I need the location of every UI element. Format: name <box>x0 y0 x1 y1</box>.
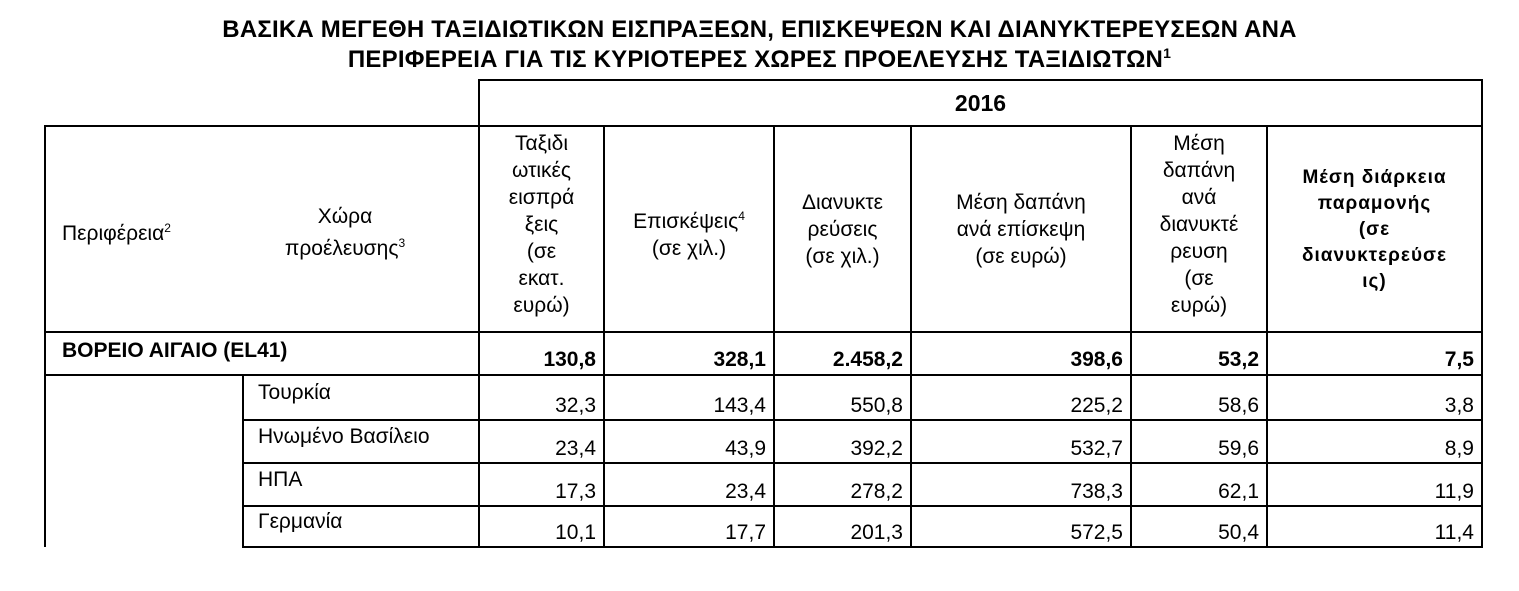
header-spend-per-visit <box>912 189 1130 270</box>
header-spend-visit-line: Μέση δαπάνη <box>956 191 1086 214</box>
header-spend-night-line: δαπάνη <box>1162 159 1236 182</box>
header-spend-night-line: ρευση <box>1170 240 1228 263</box>
header-spend-night-line: ανά <box>1181 186 1217 209</box>
header-spend-per-night <box>1132 130 1266 319</box>
header-spend-visit-line: ανά επίσκεψη <box>956 218 1086 241</box>
header-region-text: Περιφέρεια <box>62 222 165 245</box>
year-header: 2016 <box>954 90 1007 116</box>
row-value: 17,3 <box>555 480 596 503</box>
header-country-footnote: 3 <box>398 236 406 250</box>
row-value: 11,4 <box>1434 521 1474 544</box>
header-duration-line: Μέση διάρκεια <box>1302 167 1447 188</box>
row-value: 10,1 <box>555 521 596 544</box>
row-value: 62,1 <box>1218 480 1259 503</box>
header-receipts-line: Ταξιδι <box>514 132 569 155</box>
region-value-visits: 328,1 <box>713 348 766 371</box>
header-duration-line: διανυκτερεύσε <box>1301 245 1448 266</box>
header-nights-line: Διανυκτε <box>802 191 883 214</box>
header-country-line-2: προέλευσης <box>284 237 399 260</box>
header-country <box>245 203 445 262</box>
table-title-line-1: ΒΑΣΙΚΑ ΜΕΓΕΘΗ ΤΑΞΙΔΙΩΤΙΚΩΝ ΕΙΣΠΡΑΞΕΩΝ, ΕΠΙΣΚΕΨΕΩΝ ΚΑΙ ΔΙΑΝΥΚΤΕΡΕΥΣΕΩΝ ΑΝΑ <box>222 16 1297 43</box>
row-country: Γερμανία <box>258 510 343 533</box>
header-region-footnote: 2 <box>164 221 171 235</box>
title-line-2-text: ΠΕΡΙΦΕΡΕΙΑ ΓΙΑ ΤΙΣ ΚΥΡΙΟΤΕΡΕΣ ΧΩΡΕΣ ΠΡΟΕΛΕΥΣΗΣ ΤΑΞΙΔΙΩΤΩΝ <box>347 46 1164 73</box>
header-receipts-line: ξεις <box>524 213 559 236</box>
row-value: 23,4 <box>555 437 596 460</box>
region-value-nights: 2.458,2 <box>832 348 903 371</box>
header-spend-night-line: (σε <box>1184 267 1214 290</box>
header-receipts-line: ευρώ) <box>513 294 570 317</box>
region-value-spend-visit: 398,6 <box>1070 348 1123 371</box>
row-value: 8,9 <box>1444 437 1474 460</box>
header-duration <box>1268 165 1481 295</box>
row-value: 17,7 <box>725 521 766 544</box>
header-receipts-line: εισπρά <box>508 186 575 209</box>
region-value-spend-night: 53,2 <box>1218 348 1259 371</box>
row-value: 738,3 <box>1070 480 1123 503</box>
title-footnote-mark: 1 <box>1163 45 1172 61</box>
row-value: 50,4 <box>1218 521 1259 544</box>
header-visits-line-1: Επισκέψεις <box>633 210 739 233</box>
row-value: 32,3 <box>555 394 596 417</box>
header-receipts-line: (σε <box>526 240 557 263</box>
header-region <box>62 215 237 247</box>
row-value: 201,3 <box>850 521 903 544</box>
row-value: 572,5 <box>1070 521 1123 544</box>
header-duration-line: ις) <box>1362 271 1387 292</box>
header-spend-night-line: ευρώ) <box>1170 294 1228 317</box>
table-title-line-2 <box>0 45 1519 75</box>
header-receipts-line: ωτικές <box>511 159 572 182</box>
row-value: 143,4 <box>713 394 766 417</box>
row-country: ΗΠΑ <box>258 468 303 491</box>
region-row-name: ΒΟΡΕΙΟ ΑΙΓΑΙΟ (EL41) <box>62 339 288 362</box>
row-value: 550,8 <box>850 394 903 417</box>
row-value: 59,6 <box>1218 437 1259 460</box>
row-value: 392,2 <box>850 437 903 460</box>
row-country: Τουρκία <box>258 381 331 404</box>
row-country: Ηνωμένο Βασίλειο <box>258 425 430 448</box>
row-value: 3,8 <box>1444 394 1474 417</box>
row-value: 11,9 <box>1434 480 1474 503</box>
header-nights <box>775 189 910 270</box>
header-nights-line: (σε χιλ.) <box>805 245 880 268</box>
row-value: 43,9 <box>725 437 766 460</box>
row-value: 23,4 <box>725 480 766 503</box>
header-nights-line: ρεύσεις <box>807 218 878 241</box>
header-duration-line: παραμονής <box>1317 193 1432 214</box>
row-value: 278,2 <box>850 480 903 503</box>
region-value-receipts: 130,8 <box>543 348 596 371</box>
header-receipts <box>480 130 603 319</box>
header-spend-visit-line: (σε ευρώ) <box>975 245 1067 268</box>
header-receipts-line: εκατ. <box>518 267 565 290</box>
row-value: 58,6 <box>1218 394 1259 417</box>
row-value: 225,2 <box>1070 394 1123 417</box>
header-visits-line-2: (σε χιλ.) <box>651 237 727 260</box>
header-duration-line: (σε <box>1358 219 1391 240</box>
header-visits <box>605 203 773 262</box>
header-country-line-1: Χώρα <box>317 205 373 228</box>
region-value-duration: 7,5 <box>1444 348 1474 371</box>
header-visits-footnote: 4 <box>738 209 745 223</box>
header-spend-night-line: διανυκτέ <box>1159 213 1239 236</box>
header-spend-night-line: Μέση <box>1173 132 1225 155</box>
row-value: 532,7 <box>1070 437 1123 460</box>
